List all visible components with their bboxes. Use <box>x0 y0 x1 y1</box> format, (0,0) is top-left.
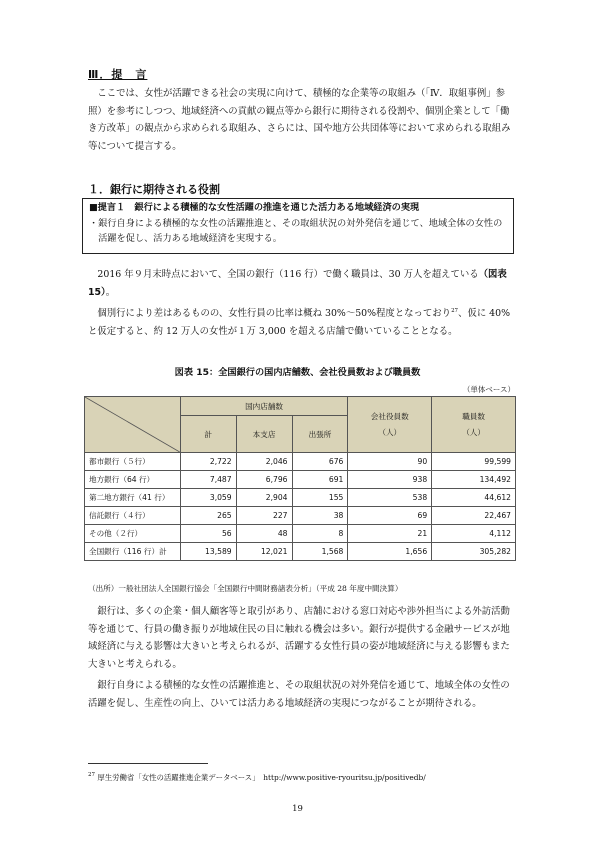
cell-branch: 227 <box>236 507 292 525</box>
table-row-total <box>85 543 516 561</box>
cell-branch: 12,021 <box>236 543 292 561</box>
bank-statistics-table <box>84 396 516 561</box>
figure-title: 図表 15：全国銀行の国内店舗数、会社役員数および職員数 <box>174 367 421 378</box>
paragraph-female-ratio-rest: 、仮に 40%と仮定すると、約 12 万人の女性が１万 3,000 を超える店舗で働いていることとなる。 <box>88 308 511 337</box>
footnote-text: 厚生労働省「女性の活躍推進企業データベース」 http://www.positive-ryouritsu.jp/positivedb/ <box>97 773 426 782</box>
table-corner-cell <box>85 397 181 453</box>
footnote-number: 27 <box>88 772 95 778</box>
cell-total: 7,487 <box>180 471 236 489</box>
cell-branch: 48 <box>236 525 292 543</box>
intro-paragraph: ここでは、女性が活躍できる社会の実現に向けて、積極的な企業等の取組み（「Ⅳ．取組事例」参照）を参考にしつつ、地域経済への貢献の観点等から銀行に期待される役割や、個別企業として「働き方改革」の観点から求められる取組み、さらには、国や地方公共団体等において求められる取組み等について提言する。 <box>88 88 511 152</box>
cell-staff: 134,492 <box>432 471 516 489</box>
table-row <box>85 471 516 489</box>
table-row <box>85 525 516 543</box>
cell-staff: 305,282 <box>432 543 516 561</box>
cell-sub-branch: 8 <box>292 525 348 543</box>
proposal-box <box>82 198 514 254</box>
cell-staff: 44,612 <box>432 489 516 507</box>
table-row <box>85 489 516 507</box>
row-label: 信託銀行（４行） <box>85 507 181 525</box>
cell-staff: 4,112 <box>432 525 516 543</box>
header-officers: 会社役員数 （人） <box>348 397 432 453</box>
footnote-separator <box>88 763 208 764</box>
table-source: （出所）一般社団法人全国銀行協会「全国銀行中間財務諸表分析」（平成 28 年度中間決算） <box>88 584 403 593</box>
cell-total: 265 <box>180 507 236 525</box>
cell-officers: 90 <box>348 453 432 471</box>
paragraph-employees-end: 。 <box>105 286 116 298</box>
paragraph-bank-role: 銀行は、多くの企業・個人顧客等と取引があり、店舗における窓口対応や渉外担当による外訪活動等を通じて、行員の働き振りが地域住民の目に触れる機会は多い。銀行が提供する金融サービスが地域経済に与える影響は大きいと考えられるが、活躍する女性行員の姿が地域経済に与える影響もまた大きいと考えられる。 <box>88 606 510 670</box>
cell-staff: 22,467 <box>432 507 516 525</box>
row-label: その他（２行） <box>85 525 181 543</box>
cell-officers: 1,656 <box>348 543 432 561</box>
paragraph-employees <box>88 266 512 301</box>
row-label: 地方銀行（64 行） <box>85 471 181 489</box>
subheading: １．銀行に期待される役割 <box>88 183 220 196</box>
paragraph-employees-text: 2016 年９月末時点において、全国の銀行（116 行）で働く職員は、30 万人を超えている <box>97 269 479 280</box>
section-heading: Ⅲ．提 言 <box>88 68 148 81</box>
cell-officers: 69 <box>348 507 432 525</box>
cell-sub-branch: 155 <box>292 489 348 507</box>
proposal-title: ■提言１ 銀行による積極的な女性活躍の推進を通じた活力ある地域経済の実現 <box>89 202 420 213</box>
footnote-mark: 27 <box>451 308 459 314</box>
header-staff: 職員数 （人） <box>432 397 516 453</box>
header-branch: 本支店 <box>236 416 292 453</box>
header-store-count: 国内店舗数 <box>180 397 348 416</box>
cell-total: 2,722 <box>180 453 236 471</box>
paragraph-female-ratio <box>88 303 512 340</box>
cell-sub-branch: 691 <box>292 471 348 489</box>
paragraph-expectation: 銀行自身による積極的な女性の活躍推進と、その取組状況の対外発信を通じて、地域全体の女性の活躍を促し、生産性の向上、ひいては活力ある地域経済の実現につながることが期待される。 <box>88 680 510 709</box>
cell-branch: 2,046 <box>236 453 292 471</box>
cell-officers: 938 <box>348 471 432 489</box>
cell-sub-branch: 38 <box>292 507 348 525</box>
cell-total: 56 <box>180 525 236 543</box>
row-label: 都市銀行（５行） <box>85 453 181 471</box>
proposal-bullet: ・銀行自身による積極的な女性の活躍推進と、その取組状況の対外発信を通じて、地域全体の女性の活躍を促し、活力ある地域経済を実現する。 <box>89 217 503 244</box>
cell-officers: 538 <box>348 489 432 507</box>
cell-staff: 99,599 <box>432 453 516 471</box>
page-number: 19 <box>292 804 303 814</box>
footnote <box>88 772 518 783</box>
row-label: 第二地方銀行（41 行） <box>85 489 181 507</box>
cell-sub-branch: 676 <box>292 453 348 471</box>
row-label: 全国銀行（116 行）計 <box>85 543 181 561</box>
cell-branch: 2,904 <box>236 489 292 507</box>
paragraph-female-ratio-text: 個別行により差はあるものの、女性行員の比率は概ね 30%～50%程度となっており <box>97 308 452 319</box>
cell-officers: 21 <box>348 525 432 543</box>
cell-total: 13,589 <box>180 543 236 561</box>
figure-reference: （図表 15） <box>88 269 507 298</box>
unit-note: （単体ベース） <box>462 385 515 394</box>
cell-branch: 6,796 <box>236 471 292 489</box>
cell-sub-branch: 1,568 <box>292 543 348 561</box>
header-total: 計 <box>180 416 236 453</box>
header-sub-branch: 出張所 <box>292 416 348 453</box>
table-row <box>85 453 516 471</box>
table-row <box>85 507 516 525</box>
cell-total: 3,059 <box>180 489 236 507</box>
